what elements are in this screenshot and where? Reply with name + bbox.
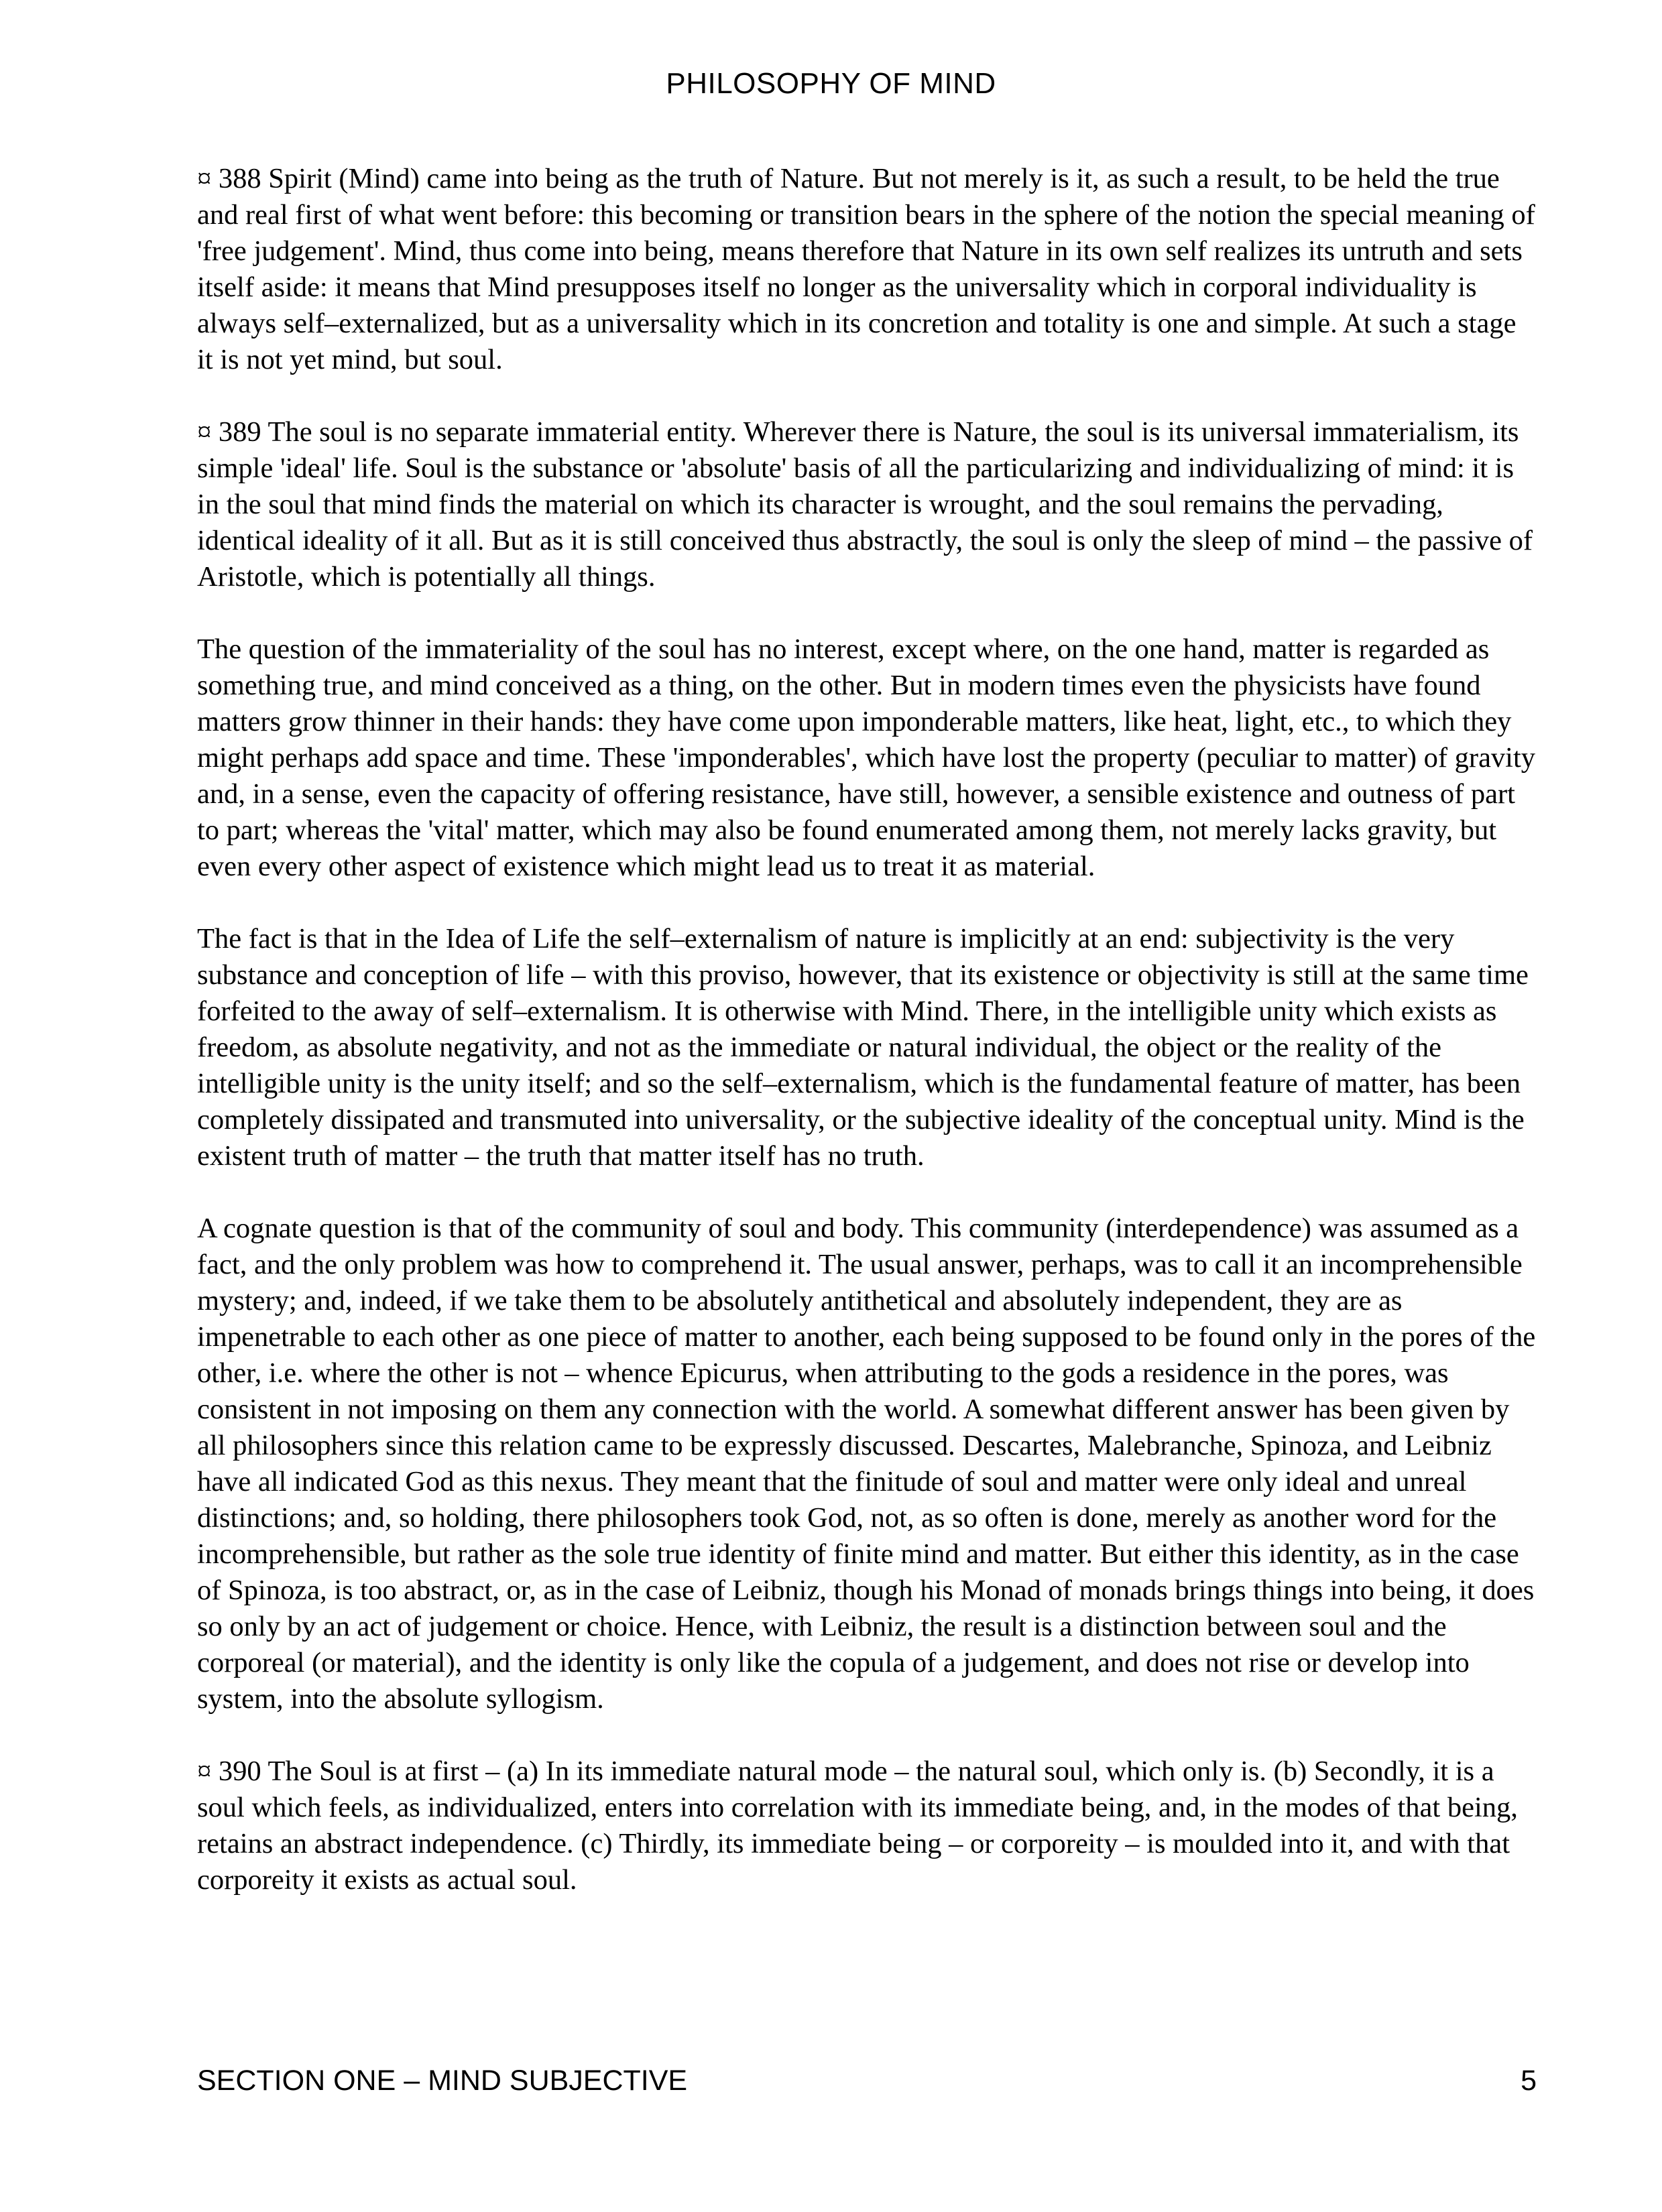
paragraph-388: ¤ 388 Spirit (Mind) came into being as the truth of Nature. But not merely is it, as such a result, to be held the true and real first of what went before: this becoming or transition bears in the sphere of the notion the special meaning of 'free judgement'. Mind, thus come into being, means therefore that Nature in its own self realizes its untruth and sets itself aside: it means that Mind presupposes itself no longer as the universality which in corporal individuality is always self–externalized, but as a universality which in its concretion and totality is one and simple. At such a stage it is not yet mind, but soul.: [197, 163, 1535, 375]
paragraph-immateriality: The question of the immateriality of the soul has no interest, except where, on the one hand, matter is regarded as something true, and mind conceived as a thing, on the other. But in modern times even the physicists have found matters grow thinner in their hands: they have come upon imponderable matters, like heat, light, etc., to which they might perhaps add space and time. These 'imponderables', which have lost the property (peculiar to matter) of gravity and, in a sense, even the capacity of offering resistance, have still, however, a sensible existence and outness of part to part; whereas the 'vital' matter, which may also be found enumerated among them, not merely lacks gravity, but even every other aspect of existence which might lead us to treat it as material.: [197, 633, 1536, 882]
paragraph-idea-of-life: The fact is that in the Idea of Life the self–externalism of nature is implicitly at an end: subjectivity is the very substance and conception of life – with this proviso, however, that its existence or objectivity is still at the same time forfeited to the away of self–externalism. It is otherwise with Mind. There, in the intelligible unity which exists as freedom, as absolute negativity, and not as the immediate or natural individual, the object or the reality of the intelligible unity is the unity itself; and so the self–externalism, which is the fundamental feature of matter, has been completely dissipated and transmuted into universality, or the subjective ideality of the conceptual unity. Mind is the existent truth of matter – the truth that matter itself has no truth.: [197, 923, 1529, 1172]
page-number: 5: [1521, 2065, 1537, 2097]
running-head-title: PHILOSOPHY OF MIND: [666, 67, 996, 100]
paragraph-389: ¤ 389 The soul is no separate immaterial entity. Wherever there is Nature, the soul is its universal immaterialism, its simple 'ideal' life. Soul is the substance or 'absolute' basis of all the particularizing and individualizing of mind: it is in the soul that mind finds the material on which its character is wrought, and the soul remains the pervading, identical ideality of it all. But as it is still conceived thus abstractly, the soul is only the sleep of mind – the passive of Aristotle, which is potentially all things.: [197, 416, 1533, 593]
paragraph-soul-body-community: A cognate question is that of the community of soul and body. This community (interdependence) was assumed as a fact, and the only problem was how to comprehend it. The usual answer, perhaps, was to call it an incomprehensible mystery; and, indeed, if we take them to be absolutely antithetical and absolutely independent, they are as impenetrable to each other as one piece of matter to another, each being supposed to be found only in the pores of the other, i.e. where the other is not – whence Epicurus, when attributing to the gods a residence in the pores, was consistent in not imposing on them any connection with the world. A somewhat different answer has been given by all philosophers since this relation came to be expressly discussed. Descartes, Malebranche, Spinoza, and Leibniz have all indicated God as this nexus. They meant that the finitude of soul and matter were only ideal and unreal distinctions; and, so holding, there philosophers took God, not, as so often is done, merely as another word for the incomprehensible, but rather as the sole true identity of finite mind and matter. But either this identity, as in the case of Spinoza, is too abstract, or, as in the case of Leibniz, though his Monad of monads brings things into being, it does so only by an act of judgement or choice. Hence, with Leibniz, the result is a distinction between soul and the corporeal (or material), and the identity is only like the copula of a judgement, and does not rise or develop into system, into the absolute syllogism.: [197, 1213, 1536, 1715]
footer-section-title: SECTION ONE – MIND SUBJECTIVE: [197, 2065, 688, 2097]
body-text: [197, 161, 1537, 1934]
paragraph-390: ¤ 390 The Soul is at first – (a) In its immediate natural mode – the natural soul, which only is. (b) Secondly, it is a soul which feels, as individualized, enters into correlation with its immediate being, and, in the modes of that being, retains an abstract independence. (c) Thirdly, its immediate being – or corporeity – is moulded into it, and with that corporeity it exists as actual soul.: [197, 1756, 1518, 1896]
